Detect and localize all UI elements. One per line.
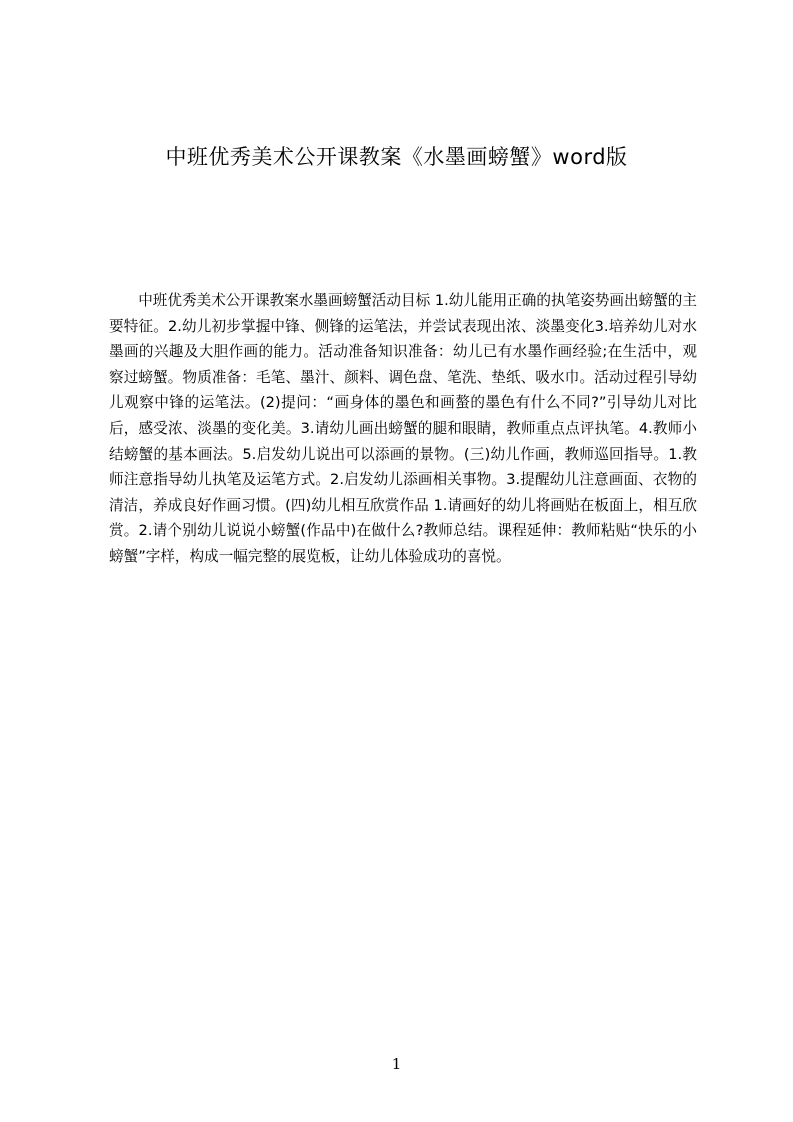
document-title: 中班优秀美术公开课教案《水墨画螃蟹》word版 <box>165 145 628 169</box>
page-number: 1 <box>391 1055 402 1073</box>
document-body-paragraph: 中班优秀美术公开课教案水墨画螃蟹活动目标 1.幼儿能用正确的执笔姿势画出螃蟹的主要特征。2.幼儿初步掌握中锋、侧锋的运笔法，并尝试表现出浓、淡墨变化3.培养幼儿对水墨画的兴趣及大胆作画的能力。活动准备知识准备：幼儿已有水墨作画经验;在生活中，观察过螃蟹。物质准备：毛笔、墨汁、颜料、调色盘、笔洗、垫纸、吸水巾。活动过程引导幼儿观察中锋的运笔法。(2)提问：“画身体的墨色和画螯的墨色有什么不同?”引导幼儿对比后，感受浓、淡墨的变化美。3.请幼儿画出螃蟹的腿和眼睛，教师重点点评执笔。4.教师小结螃蟹的基本画法。5.启发幼儿说出可以添画的景物。(三)幼儿作画，教师巡回指导。1.教师注意指导幼儿执笔及运笔方式。2.启发幼儿添画相关事物。3.提醒幼儿注意画面、衣物的清洁，养成良好作画习惯。(四)幼儿相互欣赏作品 1.请画好的幼儿将画贴在板面上，相互欣赏。2.请个别幼儿说说小螃蟹(作品中)在做什么?教师总结。课程延伸：教师粘贴“快乐的小螃蟹”字样，构成一幅完整的展览板，让幼儿体验成功的喜悦。 <box>109 292 697 565</box>
